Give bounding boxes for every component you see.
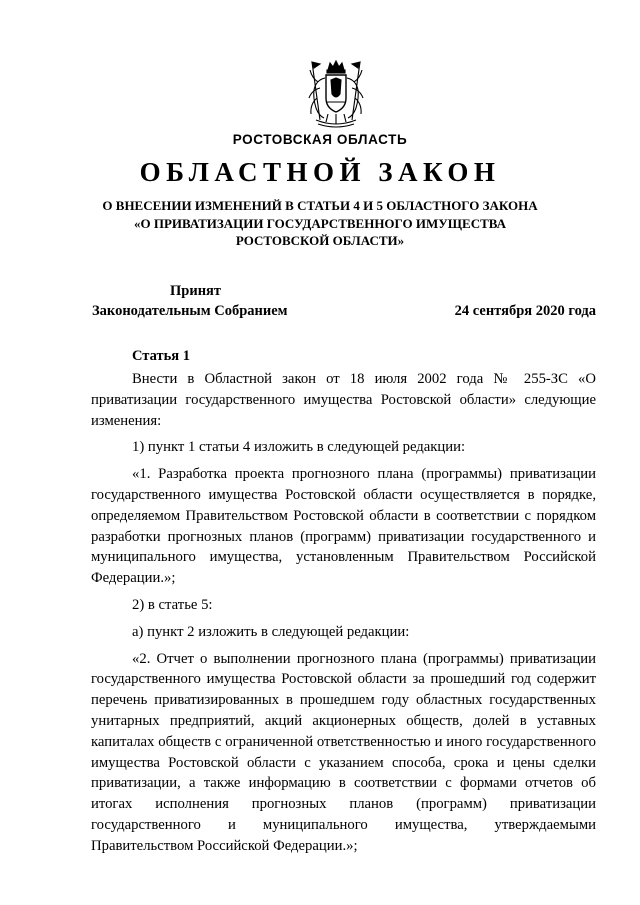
paragraph: 1) пункт 1 статьи 4 изложить в следующей редакции:: [132, 439, 466, 456]
region-name: РОСТОВСКАЯ ОБЛАСТЬ: [232, 132, 408, 147]
coat-of-arms-icon: [304, 58, 368, 130]
subtitle-line: О ВНЕСЕНИИ ИЗМЕНЕНИЙ В СТАТЬИ 4 И 5 ОБЛАСТНОГО ЗАКОНА: [102, 198, 538, 213]
paragraph: 2) в статье 5:: [132, 596, 213, 613]
paragraph: «2. Отчет о выполнении прогнозного плана (программы) приватизации государственного имущества Ростовской области за прошедший год содержит перечень приватизированных в прошедшем году областных государственных унитарных предприятий, акций акционерных обществ, долей в уставных капиталах обществ с ограниченной ответственностью и иного государственного имущества Ростовской области с указанием способа, срока и цены сделки приватизации, а также информацию в соответствии с формами отчетов об итогах исполнения прогнозных планов (программ) приватизации государственного и муниципального имущества, утверждаемыми Правительством Российской Федерации.»;: [91, 650, 596, 854]
adoption-date: 24 сентября 2020 года: [454, 303, 596, 319]
adoption-info: [92, 281, 288, 321]
accepted-label: Принят: [170, 283, 222, 299]
article-body: [91, 369, 596, 857]
paragraph: Внести в Областной закон от 18 июля 2002 года № 255-ЗС «О приватизации государственного имущества Ростовской области» следующие изменения:: [91, 371, 596, 429]
law-type-title: ОБЛАСТНОЙ ЗАКОН: [139, 157, 501, 187]
article-title: Статья 1: [132, 348, 190, 364]
subtitle-line: РОСТОВСКОЙ ОБЛАСТИ»: [235, 233, 405, 248]
subtitle-line: «О ПРИВАТИЗАЦИИ ГОСУДАРСТВЕННОГО ИМУЩЕСТВА: [133, 215, 507, 231]
paragraph: а) пункт 2 изложить в следующей редакции:: [132, 623, 410, 640]
paragraph: «1. Разработка проекта прогнозного плана (программы) приватизации государственного имущества Ростовской области осуществляется в порядке, определяемом Правительством Ростовской области в соответствии с порядком разработки прогнозных планов (программ) приватизации государственного и муниципального имущества, установленным Правительством Российской Федерации.»;: [91, 466, 596, 587]
law-subtitle: [90, 197, 550, 250]
legislative-assembly-label: Законодательным Собранием: [92, 303, 288, 319]
